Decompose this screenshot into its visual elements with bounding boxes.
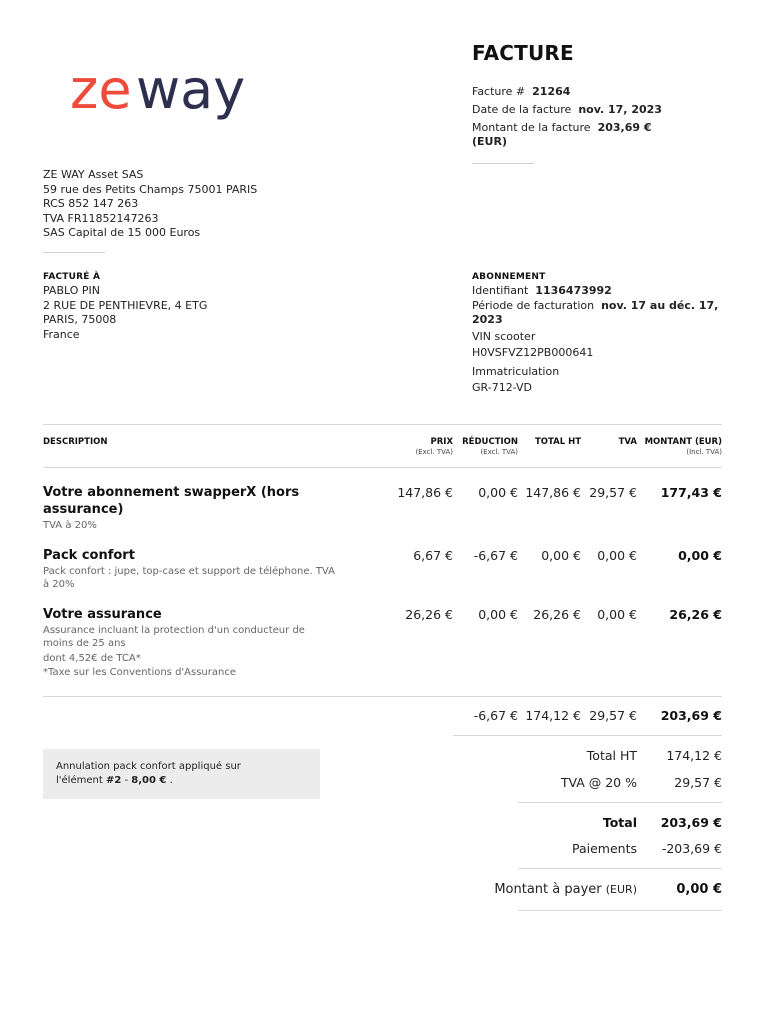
invoice-amount-label: Montant de la facture [472, 121, 591, 134]
plate-label: Immatriculation [472, 364, 560, 378]
subscription-id: 1136473992 [535, 284, 612, 297]
billed-to-name: PABLO PIN [43, 284, 100, 297]
invoice-amount: 203,69 € [597, 121, 652, 134]
company-address [43, 168, 257, 241]
summary-total-ht: 174,12 € [666, 748, 722, 763]
row1-tva: 29,57 € [589, 485, 637, 500]
row2-tva: 0,00 € [597, 548, 637, 563]
vin-value: H0VSFVZ12PB000641 [472, 346, 594, 359]
vin-label: VIN scooter [472, 329, 536, 343]
note-line2 [56, 774, 307, 788]
company-name: ZE WAY Asset SAS [43, 168, 144, 181]
row1-discount: 0,00 € [478, 485, 518, 500]
company-street: 59 rue des Petits Champs 75001 PARIS [43, 182, 258, 196]
summary-total-label: Total [602, 815, 637, 830]
totals-discount: -6,67 € [473, 708, 518, 723]
row1-total-ht: 147,86 € [525, 485, 581, 500]
subscription-id-line [472, 284, 732, 299]
item-desc: TVA à 20% [43, 520, 97, 531]
item-desc-cont: moins de 25 ans [43, 638, 126, 649]
th-amount: MONTANT (EUR) [644, 437, 722, 447]
invoice-number-label: Facture # [472, 85, 526, 98]
billing-period-line [472, 299, 732, 314]
table-row [43, 547, 343, 591]
summary-due-label-line [440, 882, 637, 897]
item-title: Votre assurance [43, 607, 162, 622]
th-discount-sub: (Excl. TVA) [480, 448, 518, 456]
th-total-ht: TOTAL HT [534, 437, 581, 447]
th-description: DESCRIPTION [43, 437, 108, 447]
invoice-amount-currency: (EUR) [472, 135, 507, 148]
item-desc: Pack confort : jupe, top-case et support de téléphone. TVA [43, 566, 335, 577]
company-rcs: RCS 852 147 263 [43, 197, 139, 210]
invoice-title: FACTURE [472, 41, 574, 65]
item-desc-cont: à 20% [43, 579, 75, 590]
row3-amount: 26,26 € [669, 607, 722, 622]
note-prefix: l'élément [56, 774, 106, 786]
company-vat: TVA FR11852147263 [43, 211, 159, 225]
item-tax-footnote: *Taxe sur les Conventions d'Assurance [43, 667, 236, 678]
row2-discount: -6,67 € [473, 548, 518, 563]
summary-due-label: Montant à payer [494, 882, 602, 897]
invoice-amount-currency-line [472, 135, 507, 149]
billing-period-year: 2023 [472, 313, 503, 326]
note-suffix: . [166, 774, 173, 786]
billing-period-value: nov. 17 au déc. 17, [601, 298, 719, 312]
th-price: PRIX [430, 437, 453, 447]
billed-to-street: 2 RUE DE PENTHIEVRE, 4 ETG [43, 298, 208, 312]
row1-price: 147,86 € [397, 485, 453, 500]
zeway-logo [70, 66, 264, 122]
billing-period-line2 [472, 313, 732, 328]
item-title: Votre abonnement swapperX (hors [43, 485, 300, 500]
table-row [43, 484, 343, 532]
logo-text-way: way [136, 66, 246, 121]
note-amount: 8,00 € [131, 774, 167, 786]
invoice-date-line [472, 103, 662, 117]
summary-rule-2 [518, 868, 722, 869]
billing-period-label: Période de facturation [472, 298, 595, 312]
subscription-block [472, 272, 732, 396]
company-capital: SAS Capital de 15 000 Euros [43, 226, 201, 239]
invoice-date-label: Date de la facture [472, 103, 572, 116]
summary-total-ht-label: Total HT [586, 748, 637, 763]
row3-discount: 0,00 € [478, 607, 518, 622]
discount-note [43, 749, 320, 799]
summary-rule-1 [518, 802, 722, 803]
row2-price: 6,67 € [413, 548, 453, 563]
summary-payments: -203,69 € [661, 841, 722, 856]
table-row [43, 606, 343, 679]
th-amount-sub: (Incl. TVA) [686, 448, 722, 456]
plate-value: GR-712-VD [472, 381, 533, 394]
billed-to-block [43, 272, 207, 342]
subscription-id-label: Identifiant [472, 284, 529, 297]
item-title: Pack confort [43, 548, 135, 563]
row3-tva: 0,00 € [597, 607, 637, 622]
row2-amount: 0,00 € [678, 548, 722, 563]
item-tax-note: dont 4,52€ de TCA* [43, 653, 141, 664]
summary-payments-label: Paiements [571, 841, 637, 856]
item-desc: Assurance incluant la protection d'un conducteur de [43, 625, 305, 636]
billed-to-country: France [43, 327, 80, 341]
summary-due: 0,00 € [676, 882, 722, 897]
summary-total: 203,69 € [660, 815, 722, 830]
logo-text-ze: ze [70, 66, 132, 121]
th-tva: TVA [618, 437, 637, 447]
summary-due-currency: (EUR) [605, 883, 637, 896]
row3-total-ht: 26,26 € [533, 607, 581, 622]
totals-amount: 203,69 € [660, 708, 722, 723]
totals-rule [453, 735, 722, 736]
summary-rule-3 [518, 910, 722, 911]
totals-total-ht: 174,12 € [525, 708, 581, 723]
invoice-amount-line [472, 121, 652, 135]
summary-tva: 29,57 € [674, 775, 722, 790]
company-divider [43, 252, 105, 253]
billed-to-city: PARIS, 75008 [43, 313, 117, 326]
summary-tva-label: TVA @ 20 % [560, 775, 637, 790]
note-separator: - [121, 774, 132, 786]
th-price-sub: (Excl. TVA) [415, 448, 453, 456]
row1-amount: 177,43 € [660, 485, 722, 500]
invoice-number: 21264 [532, 85, 571, 98]
th-discount: RÉDUCTION [462, 437, 518, 447]
row2-total-ht: 0,00 € [541, 548, 581, 563]
table-top-rule [43, 424, 722, 425]
row3-price: 26,26 € [405, 607, 453, 622]
item-title-cont: assurance) [43, 502, 124, 517]
table-header-rule [43, 467, 722, 468]
header-divider [472, 163, 534, 164]
note-item-ref: #2 [105, 774, 122, 786]
totals-tva: 29,57 € [589, 708, 637, 723]
note-line1: Annulation pack confort appliqué sur [56, 761, 241, 772]
invoice-number-line [472, 85, 570, 99]
invoice-date: nov. 17, 2023 [578, 103, 662, 116]
table-bottom-rule [43, 696, 722, 697]
subscription-heading: ABONNEMENT [472, 272, 546, 282]
billed-to-heading: FACTURÉ À [43, 272, 101, 282]
